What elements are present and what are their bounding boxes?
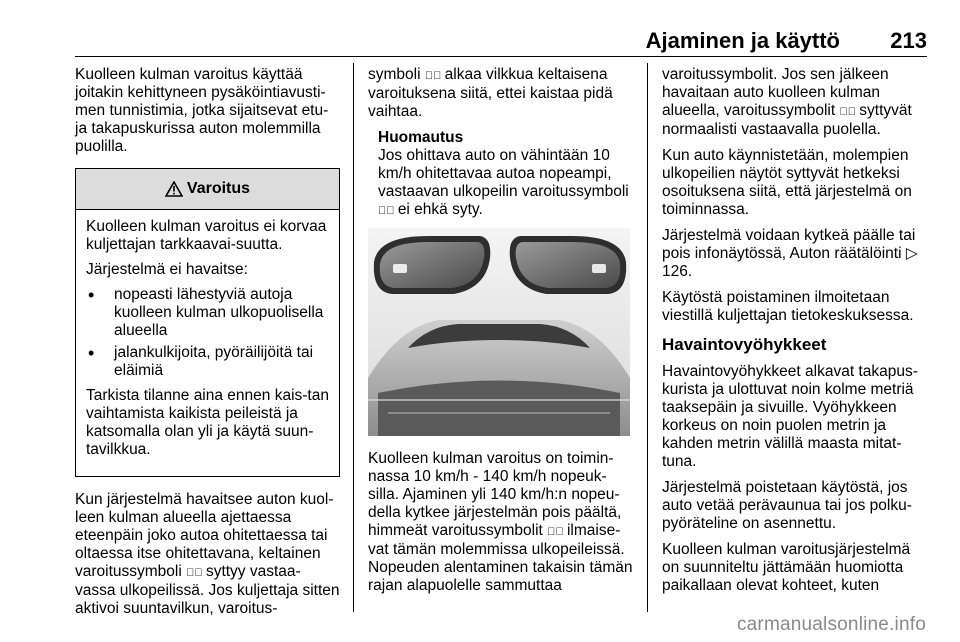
column-1 — [75, 66, 340, 626]
reference-page: 126. — [662, 263, 693, 280]
text-run: syttyy vastaa-vassa ulkopeilissä. Jos kuljettaja sitten aktivoi suuntavilkun, varoitus- — [75, 563, 340, 617]
warning-triangle-icon — [165, 181, 183, 197]
car-rear — [368, 320, 630, 436]
text-run: Kun järjestelmä havaitsee auton kuol-leen kulman alueella ajettaessa eteenpäin joko autoa ohitettaessa tai oltaessa itse ohitettavana, keltainen varoitussymboli — [75, 491, 334, 580]
text-run: Kuolleen kulman varoitus on toimin-nassa 10 km/h - 140 km/h nopeuk-silla. Ajaminen yli 140 km/h:n nopeu-della kytkee järjestelmän pois päältä, himmeät varoitussymbolit — [368, 450, 622, 539]
note-text — [378, 147, 633, 220]
column-3 — [662, 66, 930, 603]
note-block — [378, 129, 633, 220]
page-number: 213 — [890, 28, 927, 53]
paragraph: Käytöstä poistaminen ilmoitetaan viestillä kuljettajan tietokeskuksessa. — [662, 289, 914, 324]
paragraph — [75, 491, 340, 618]
paragraph: Järjestelmä poistetaan käytöstä, jos auto vetää perävaunua tai jos polku-pyöräteline on asennettu. — [662, 479, 912, 532]
page-header — [0, 0, 960, 56]
right-mirror — [510, 236, 626, 294]
left-mirror — [374, 236, 490, 294]
paragraph — [368, 450, 633, 595]
paragraph: Järjestelmä ei havaitse: — [86, 261, 248, 278]
paragraph: Havaintovyöhykkeet alkavat takapus-kurista ja ulottuvat noin kolme metriä taaksepäin ja sivuille. Vyöhykkeen korkeus on noin puolen metrin ja kahden metrin välillä maasta mitat-tuna. — [662, 363, 918, 470]
section-title: Ajaminen ja käyttö — [645, 28, 840, 53]
watermark: carmanualsonline.info — [736, 614, 926, 635]
list-item: • nopeasti lähestyviä autoja kuolleen kulman ulkopuolisella alueella — [86, 286, 329, 340]
text-run: alkaa vilkkua keltaisena varoituksena siitä, ettei kaistaa pidä vaihtaa. — [368, 66, 613, 120]
paragraph: Kun auto käynnistetään, molempien ulkopeilien näytöt syttyvät hetkeksi osoituksena siitä, että järjestelmä on toiminnassa. — [662, 147, 912, 218]
text-run: syttyvät normaalisti vastaavalla puolella. — [662, 102, 912, 138]
side-blind-zone-icon: ▸⃞ — [547, 526, 563, 538]
text-run: ilmaise-vat tämän molemmissa ulkopeileissä. Nopeuden alentaminen takaisin tämän rajan alapuolelle sammuttaa — [368, 522, 633, 594]
text-run: symboli — [368, 66, 421, 83]
side-blind-zone-icon: ▸⃞ — [378, 205, 394, 217]
bullet-list — [86, 286, 329, 380]
side-blind-zone-icon: ▸⃞ — [186, 567, 202, 579]
list-item: • jalankulkijoita, pyöräilijöitä tai eläimiä — [86, 344, 329, 380]
column-divider — [353, 63, 354, 612]
side-blind-zone-icon: ▸⃞ — [839, 106, 855, 118]
paragraph: Kuolleen kulman varoitus käyttää joitakin kehittyneen pysäköintiavusti-men tunnistimia, jotka sijaitsevat etu- ja takapuskurissa auton molemmilla puolilla. — [75, 66, 329, 155]
arrow-reference-icon: ▷ — [905, 245, 918, 262]
paragraph — [662, 227, 930, 281]
section-heading: Havaintovyöhykkeet — [662, 335, 827, 354]
paragraph — [662, 66, 930, 139]
paragraph: Kuolleen kulman varoitus ei korvaa kuljettajan tarkkaavai-suutta. — [86, 218, 327, 253]
warning-heading — [76, 169, 339, 210]
text-run: varoitussymbolit. Jos sen jälkeen havaitaan auto kuolleen kulman alueella, varoitussymbolit — [662, 66, 889, 119]
paragraph: Kuolleen kulman varoitusjärjestelmä on suunniteltu jättämään huomiotta paikallaan olevat kohteet, kuten — [662, 541, 911, 594]
text-run: Järjestelmä voidaan kytkeä päälle tai pois infonäytössä, Auton räätälöinti — [662, 227, 916, 262]
warning-title: Varoitus — [186, 180, 251, 197]
paragraph — [368, 66, 633, 121]
text-run: ei ehkä syty. — [397, 201, 483, 218]
warning-box — [75, 168, 340, 477]
text-run: Jos ohittava auto on vähintään 10 km/h ohitettavaa autoa nopeampi, vastaavan ulkopeilin varoitussymboli — [378, 147, 629, 200]
column-2 — [368, 66, 633, 603]
side-blind-zone-icon: ▸⃞ — [424, 70, 441, 82]
header-rule — [75, 56, 927, 57]
paragraph: Tarkista tilanne aina ennen kais-tan vaihtamista kaikista peileistä ja katsomalla olan yli ja käytä suun-tavilkkua. — [86, 387, 329, 458]
mirror-illustration — [368, 228, 630, 436]
column-divider — [647, 63, 648, 612]
note-title: Huomautus — [378, 129, 464, 146]
warning-body — [76, 210, 339, 476]
